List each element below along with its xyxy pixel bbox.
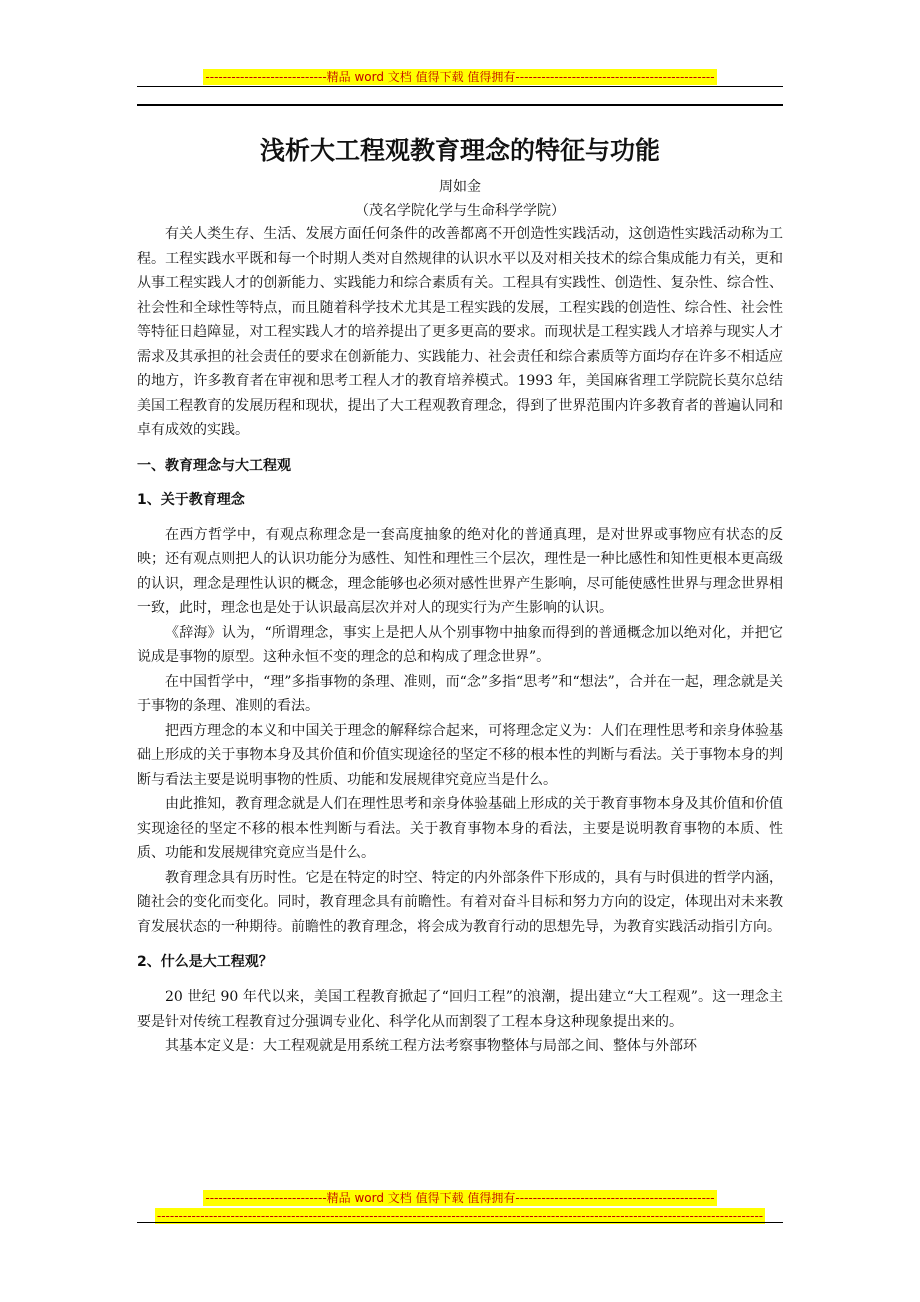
body-paragraph: 在中国哲学中，“理”多指事物的条理、准则，而“念”多指“思考”和“想法”，合并在一起，理念就是关于事物的条理、准则的看法。 <box>137 673 783 714</box>
footer-banner-text: ----------------------------精品 word 文档 值得下载 值得拥有---------------------------------------------- <box>205 1191 715 1205</box>
article-body <box>137 222 783 1059</box>
body-paragraph: 把西方理念的本义和中国关于理念的解释综合起来，可将理念定义为：人们在理性思考和亲身体验基础上形成的关于事物本身及其价值和价值实现途径的坚定不移的根本性的判断与看法。关于事物本身的判断与看法主要是说明事物的性质、功能和发展规律究竟应当是什么。 <box>137 722 783 788</box>
body-paragraph: 在西方哲学中，有观点称理念是一套高度抽象的绝对化的普通真理，是对世界或事物应有状态的反映；还有观点则把人的认识功能分为感性、知性和理性三个层次，理性是一种比感性和知性更根本更高级的认识，理念是理性认识的概念，理念能够也必须对感性世界产生影响，尽可能使感性世界与理念世界相一致，此时，理念也是处于认识最高层次并对人的现实行为产生影响的认识。 <box>137 526 783 616</box>
body-paragraph: 教育理念具有历时性。它是在特定的时空、特定的内外部条件下形成的，具有与时俱进的哲学内涵，随社会的变化而变化。同时，教育理念具有前瞻性。有着对奋斗目标和努力方向的设定，体现出对未来教育发展状态的一种期待。前瞻性的教育理念，将会成为教育行动的思想先导，为教育实践活动指引方向。 <box>137 869 783 935</box>
author-name: 周如金 <box>439 179 481 195</box>
body-paragraph: 《辞海》认为，“所谓理念，事实上是把人从个别事物中抽象而得到的普通概念加以绝对化，并把它说成是事物的原型。这种永恒不变的理念的总和构成了理念世界”。 <box>137 624 783 665</box>
header-rule-thick <box>137 104 783 106</box>
intro-paragraph: 有关人类生存、生活、发展方面任何条件的改善都离不开创造性实践活动，这创造性实践活动称为工程。工程实践水平既和每一个时期人类对自然规律的认识水平以及对相关技术的综合集成能力有关，更和从事工程实践人才的创新能力、实践能力和综合素质有关。工程具有实践性、创造性、复杂性、综合性、社会性和全球性等特点，而且随着科学技术尤其是工程实践的发展，工程实践的创造性、综合性、社会性等特征日趋障显，对工程实践人才的培养提出了更多更高的要求。而现状是工程实践人才培养与现实人才需求及其承担的社会责任的要求在创新能力、实践能力、社会责任和综合素质等方面均存在许多不相适应的地方，许多教育者在审视和思考工程人才的教育培养模式。1993 年，美国麻省理工学院院长莫尔总结美国工程教育的发展历程和现状，提出了大工程观教育理念，得到了世界范围内许多教育者的普遍认同和卓有成效的实践。 <box>137 226 783 438</box>
header-rule-thin <box>137 86 783 87</box>
subsection-heading-1-2: 2、什么是大工程观？ <box>137 954 273 970</box>
footer-banner-dashes-text: -------------------------------------------------------------------------------------------------------------------------------------------- <box>156 1209 764 1223</box>
header-banner-text: ----------------------------精品 word 文档 值得下载 值得拥有---------------------------------------------- <box>205 70 715 84</box>
section-heading-1: 一、教育理念与大工程观 <box>137 457 291 474</box>
body-paragraph: 其基本定义是：大工程观就是用系统工程方法考察事物整体与局部之间、整体与外部环 <box>165 1038 697 1054</box>
body-paragraph: 20 世纪 90 年代以来，美国工程教育掀起了“回归工程”的浪潮，提出建立“大工程观”。这一理念主要是针对传统工程教育过分强调专业化、科学化从而割裂了工程本身这种现象提出来的。 <box>137 989 783 1030</box>
footer-banner <box>0 1187 920 1206</box>
subsection-heading-1-1: 1、关于教育理念 <box>137 491 245 508</box>
author-affiliation: （茂名学院化学与生命科学学院） <box>355 203 565 219</box>
footer-rule <box>137 1222 783 1223</box>
header-banner <box>0 66 920 85</box>
page-title: 浅析大工程观教育理念的特征与功能 <box>259 136 660 165</box>
body-paragraph: 由此推知，教育理念就是人们在理性思考和亲身体验基础上形成的关于教育事物本身及其价值和价值实现途径的坚定不移的根本性判断与看法。关于教育事物本身的看法，主要是说明教育事物的本质、性质、功能和发展规律究竟应当是什么。 <box>137 796 783 861</box>
